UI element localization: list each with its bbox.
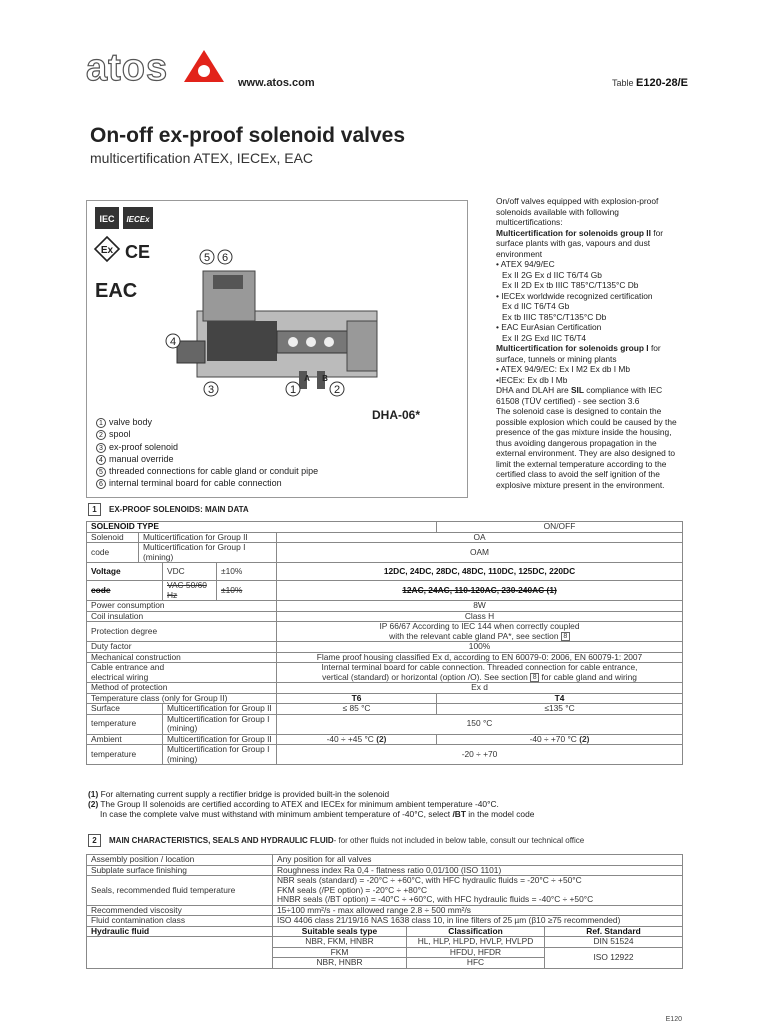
atos-logo-text: atos — [86, 47, 169, 86]
table-reference: Table E120-28/E — [611, 77, 688, 89]
table-row: FKM HFDU, HFDR ISO 12922 — [87, 947, 683, 958]
table-row: Recommended viscosity 15÷100 mm²/s - max allowed range 2.8 ÷ 500 mm²/s — [87, 905, 683, 916]
section-1-heading: 1 EX-PROOF SOLENOIDS: MAIN DATA — [88, 503, 249, 516]
table-row: NBR, FKM, HNBR HL, HLP, HLPD, HVLP, HVLPD DIN 51524 — [87, 937, 683, 948]
svg-text:1: 1 — [289, 384, 297, 396]
table-row: Solenoid Multicertification for Group II OA — [87, 532, 683, 543]
characteristics-table — [86, 854, 683, 969]
section-2-heading: 2 MAIN CHARACTERISTICS, SEALS AND HYDRAULIC FLUID - for other fluids not included in below table, consult our technical office — [88, 834, 584, 847]
table-row: Fluid contamination class ISO 4406 class 21/19/16 NAS 1638 class 10, in line filters of 25 µm (β10 ≥75 recommended) — [87, 916, 683, 927]
eac-logo: EAC — [95, 280, 138, 302]
table-row: temperature Multicertification for Group I (mining) 150 °C — [87, 714, 683, 734]
table-row: SOLENOID TYPE ON/OFF — [87, 522, 683, 533]
table-row: Protection degree IP 66/67 According to IEC 144 when correctly coupled with the relevant cable gland PA*, see section 8 — [87, 622, 683, 642]
atos-logo — [86, 46, 226, 86]
main-data-table — [86, 521, 683, 765]
legend-item: 1 valve body — [96, 416, 318, 428]
table-row: Duty factor 100% — [87, 642, 683, 653]
table-notes: (1) For alternating current supply a rectifier bridge is provided built-in the solenoid (2) The Group II solenoids are certified according to ATEX and IECEx for minimum ambient temperature -40°C. In case the complete valve must withstand with minimum ambient temperature of -40°C, select /BT in the model code — [88, 789, 535, 819]
svg-text:B: B — [322, 374, 328, 383]
svg-text:3: 3 — [207, 384, 215, 396]
table-row: Mechanical construction Flame proof housing classified Ex d, according to EN 60079-0: 2006, EN 60079-1: 2007 — [87, 652, 683, 663]
table-row: code VAC 50/60 Hz ±10% 12AC, 24AC, 110-120AC, 230-240AC (1) — [87, 581, 683, 601]
table-row: Seals, recommended fluid temperature NBR seals (standard) = -20°C ÷ +60°C, with HFC hydraulic fluids = -20°C ÷ +50°C FKM seals (/PE option) = -20°C ÷ +80°C HNBR seals (/BT option) = -40°C ÷ +60°C, with HFC hydraulic fluids = -40°C ÷ +50°C — [87, 876, 683, 906]
page-footer: E120 — [665, 1016, 682, 1023]
table-row: Coil insulation Class H — [87, 611, 683, 622]
table-row: Temperature class (only for Group II) T6 T4 — [87, 693, 683, 704]
valve-body-shape — [177, 271, 377, 389]
table-row: Cable entrance and electrical wiring Internal terminal board for cable connection. Threaded connection for cable entrance, vertical (standard) or horizontal (option /O). See section 8 for cable gland and wiring — [87, 663, 683, 683]
svg-text:4: 4 — [169, 336, 177, 348]
table-row: code Multicertification for Group I (mining) OAM — [87, 543, 683, 563]
svg-text:IEC: IEC — [99, 214, 115, 224]
svg-text:Ex: Ex — [100, 245, 114, 256]
table-row: Method of protection Ex d — [87, 683, 683, 694]
table-row: Hydraulic fluid Suitable seals type Classification Ref. Standard — [87, 926, 683, 937]
svg-text:IECEx: IECEx — [126, 215, 150, 224]
ex-logo — [95, 237, 119, 261]
svg-text:2: 2 — [333, 384, 341, 396]
table-row: temperature Multicertification for Group I (mining) -20 ÷ +70 — [87, 745, 683, 765]
svg-text:6: 6 — [221, 252, 229, 264]
figure-legend — [96, 416, 318, 490]
legend-item: 5 threaded connections for cable gland or conduit pipe — [96, 465, 318, 477]
legend-item: 6 internal terminal board for cable connection — [96, 477, 318, 489]
page-title: On-off ex-proof solenoid valves — [90, 124, 406, 147]
table-row: Surface Multicertification for Group II ≤ 85 °C ≤135 °C — [87, 704, 683, 715]
table-row: Subplate surface finishing Roughness index Ra 0,4 - flatness ratio 0,01/100 (ISO 1101) — [87, 865, 683, 876]
table-row: NBR, HNBR HFC — [87, 958, 683, 969]
iec-logo — [95, 207, 153, 229]
table-row: Ambient Multicertification for Group II -40 ÷ +45 °C (2) -40 ÷ +70 °C (2) — [87, 734, 683, 745]
page-subtitle: multicertification ATEX, IECEx, EAC — [90, 150, 314, 166]
svg-text:A: A — [304, 374, 310, 383]
table-row: Assembly position / location Any position for all valves — [87, 855, 683, 866]
table-row: Voltage VDC ±10% 12DC, 24DC, 28DC, 48DC, 110DC, 125DC, 220DC — [87, 563, 683, 581]
table-row: Power consumption 8W — [87, 601, 683, 612]
website-link[interactable]: www.atos.com — [238, 77, 315, 89]
legend-item: 4 manual override — [96, 453, 318, 465]
svg-text:5: 5 — [203, 252, 211, 264]
description-column: On/off valves equipped with explosion-proof solenoids available with following multicertifications: Multicertification for solenoids group II for surface plants with gas, vapours and dust environment • ATEX 94/9/EC Ex II 2G Ex d IIC T6/T4 Gb Ex II 2D Ex tb IIIC T85°C/T135°C Db • IECEx worldwide recognized certification Ex d IIC T6/T4 Gb Ex tb IIIC T85°C/T135°C Db • EAC EurAsian Certification Ex II 2G Exd IIC T6/T4 Multicertification for solenoids group I for surface, tunnels or mining plants • ATEX 94/9/EC: Ex I M2 Ex db I Mb •IECEx: Ex db I Mb DHA and DLAH are SIL compliance with IEC 61508 (TÜV certified) - see section 3.6 The solenoid case is designed to contain the possible explosion which could be caused by the presence of the gas mixture inside the housing, thus avoiding dangerous propagation in the external environment. They are also designed to limit the external temperature according to the certified class to avoid the self ignition of the explosive mixture present in the environment. — [496, 196, 677, 490]
ce-logo: CE — [125, 242, 151, 262]
legend-item: 2 spool — [96, 428, 318, 440]
legend-item: 3 ex-proof solenoid — [96, 441, 318, 453]
model-label: DHA-06* — [372, 408, 421, 422]
atos-triangle-icon — [184, 50, 224, 82]
